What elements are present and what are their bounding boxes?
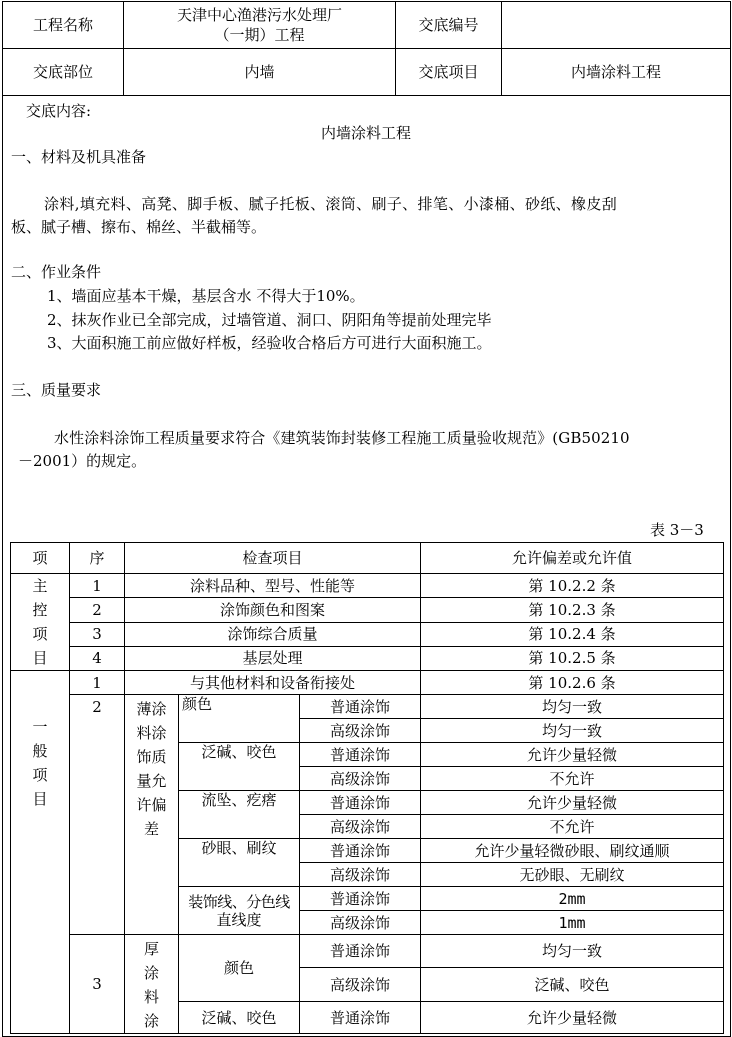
- row-allow: 第 10.2.3 条: [421, 598, 724, 622]
- section1-text-line2: 板、腻子槽、擦布、棉丝、半截桶等。: [11, 218, 267, 236]
- content-title: 内墙涂料工程: [320, 124, 411, 142]
- row-seq: 1: [70, 574, 125, 598]
- thin-color-ordinary-value: 均匀一致: [421, 695, 724, 719]
- row-seq: 2: [70, 598, 125, 622]
- general-item-text: 一般项目: [32, 718, 48, 808]
- thin-line-ordinary-value: 2mm: [421, 887, 724, 911]
- advanced-finish: 高级涂饰: [300, 863, 421, 887]
- thick-color-advanced-value: 泛碱、咬色: [421, 967, 724, 1002]
- table-row: [11, 935, 724, 968]
- thin-sand: 砂眼、刷纹: [179, 839, 300, 887]
- thin-alkali-advanced-value: 不允许: [421, 767, 724, 791]
- thin-alkali: 泛碱、咬色: [179, 743, 300, 791]
- row-check: 基层处理: [125, 646, 421, 670]
- advanced-finish: 高级涂饰: [300, 767, 421, 791]
- main-control-text: 主控项目: [32, 577, 48, 667]
- section2-item-1: 1、墙面应基本干燥，基层含水 不得大于10%。: [47, 287, 365, 305]
- thin-coat-label: [125, 695, 179, 935]
- table-row: [11, 646, 724, 670]
- row-allow: 第 10.2.5 条: [421, 646, 724, 670]
- quality-header-row: [11, 543, 724, 574]
- content-intro: 交底内容:: [26, 102, 92, 120]
- project-name-label: 工程名称: [3, 2, 124, 49]
- row-allow: 第 10.2.6 条: [421, 671, 724, 695]
- thin-sag-advanced-value: 不允许: [421, 815, 724, 839]
- ordinary-finish: 普通涂饰: [300, 695, 421, 719]
- ordinary-finish: 普通涂饰: [300, 743, 421, 767]
- section3-text-line2: －2001）的规定。: [18, 452, 147, 470]
- row-check: 与其他材料和设备衔接处: [125, 671, 421, 695]
- table-row: [11, 598, 724, 622]
- table-row: [11, 671, 724, 695]
- thick-alkali-ordinary-value: 允许少量轻微: [421, 1002, 724, 1034]
- header-item: 项: [11, 543, 70, 574]
- header-check: 检查项目: [125, 543, 421, 574]
- thick-coat-label: [125, 935, 179, 1034]
- ordinary-finish: 普通涂饰: [300, 935, 421, 968]
- thick-color: 颜色: [179, 935, 300, 1002]
- row-check: 涂饰综合质量: [125, 622, 421, 646]
- ordinary-finish: 普通涂饰: [300, 1002, 421, 1034]
- section2-item-3: 3、大面积施工前应做好样板，经验收合格后方可进行大面积施工。: [47, 334, 492, 352]
- table-row: [11, 574, 724, 598]
- project-name-line2: （一期）工程: [214, 26, 305, 44]
- ordinary-finish: 普通涂饰: [300, 791, 421, 815]
- table-row: [11, 695, 724, 719]
- ordinary-finish: 普通涂饰: [300, 887, 421, 911]
- thick-alkali: 泛碱、咬色: [179, 1002, 300, 1034]
- thin-line-text-1: 装饰线、分色线: [188, 892, 290, 911]
- thin-sag: 流坠、疙瘩: [179, 791, 300, 839]
- table-row: [11, 622, 724, 646]
- row-check: 涂料品种、型号、性能等: [125, 574, 421, 598]
- project-name-line1: 天津中心渔港污水处理厂: [176, 6, 342, 24]
- thin-line: [179, 887, 300, 935]
- table-caption: 表 3－3: [650, 521, 704, 539]
- thick-color-ordinary-value: 均匀一致: [421, 935, 724, 968]
- row-seq: 3: [70, 622, 125, 646]
- advanced-finish: 高级涂饰: [300, 815, 421, 839]
- advanced-finish: 高级涂饰: [300, 719, 421, 743]
- header-table: [2, 1, 731, 96]
- disclosure-item-label: 交底项目: [396, 49, 502, 96]
- row-allow: 第 10.2.2 条: [421, 574, 724, 598]
- main-control-label: [11, 574, 70, 671]
- header-allow: 允许偏差或允许值: [421, 543, 724, 574]
- thin-coat-text: 薄涂料涂饰质量允许偏差: [136, 700, 167, 838]
- disclosure-part-label: 交底部位: [3, 49, 124, 96]
- row-seq: 1: [70, 671, 125, 695]
- section2-item-2: 2、抹灰作业已全部完成，过墙管道、洞口、阴阳角等提前处理完毕: [47, 311, 492, 329]
- general-item-label: [11, 671, 70, 1034]
- section3-text-line1: 水性涂料涂饰工程质量要求符合《建筑装饰封装修工程施工质量验收规范》(GB50210: [54, 429, 630, 447]
- thick-coat-seq: 3: [70, 935, 125, 1034]
- row-allow: 第 10.2.4 条: [421, 622, 724, 646]
- thin-line-advanced-value: 1mm: [421, 911, 724, 935]
- thin-sand-advanced-value: 无砂眼、无刷纹: [421, 863, 724, 887]
- advanced-finish: 高级涂饰: [300, 911, 421, 935]
- ordinary-finish: 普通涂饰: [300, 839, 421, 863]
- project-name-value: [124, 2, 396, 49]
- thin-line-text-2: 直线度: [216, 910, 262, 929]
- section3-heading: 三、质量要求: [11, 381, 102, 399]
- disclosure-part-value: 内墙: [124, 49, 396, 96]
- advanced-finish: 高级涂饰: [300, 967, 421, 1002]
- section1-text-line1: 涂料,填充料、高凳、脚手板、腻子托板、滚筒、刷子、排笔、小漆桶、砂纸、橡皮刮: [44, 195, 618, 213]
- thin-coat-seq: 2: [70, 695, 125, 935]
- disclosure-code-label: 交底编号: [396, 2, 502, 49]
- thin-alkali-ordinary-value: 允许少量轻微: [421, 743, 724, 767]
- thick-coat-text: 厚涂料涂: [143, 940, 159, 1030]
- disclosure-item-value: 内墙涂料工程: [502, 49, 731, 96]
- disclosure-code-value: [502, 2, 731, 49]
- thin-color: 颜色: [179, 695, 300, 743]
- section2-heading: 二、作业条件: [11, 263, 102, 281]
- row-seq: 4: [70, 646, 125, 670]
- thin-sag-ordinary-value: 允许少量轻微: [421, 791, 724, 815]
- thin-color-advanced-value: 均匀一致: [421, 719, 724, 743]
- quality-table: [10, 542, 724, 1034]
- header-seq: 序: [70, 543, 125, 574]
- row-check: 涂饰颜色和图案: [125, 598, 421, 622]
- thin-sand-ordinary-value: 允许少量轻微砂眼、刷纹通顺: [421, 839, 724, 863]
- section1-heading: 一、材料及机具准备: [11, 148, 147, 166]
